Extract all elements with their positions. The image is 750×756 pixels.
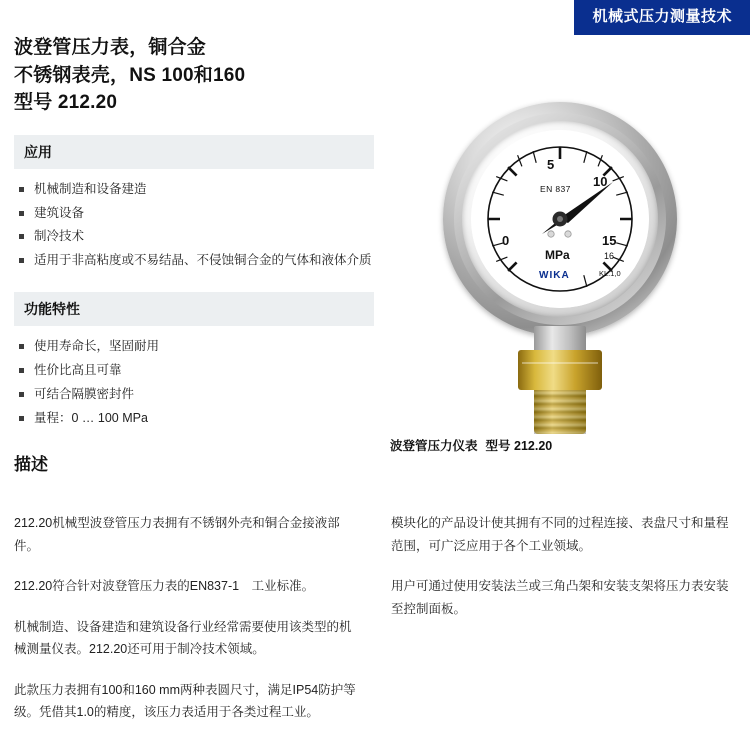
paragraph: 此款压力表拥有100和160 mm两种表圆尺寸，满足IP54防护等级。凭借其1.0的精度，该压力表适用于各类过程工业。	[14, 682, 356, 719]
description-column-right	[391, 512, 736, 742]
caption-product-model: 型号 212.20	[485, 439, 553, 453]
paragraph: 212.20机械型波登管压力表拥有不锈钢外壳和铜合金接液部件。	[14, 516, 340, 553]
dial-number-15: 15	[602, 233, 617, 248]
dial-standard-label: EN 837	[540, 184, 571, 194]
list-item: 使用寿命长，坚固耐用	[18, 336, 374, 358]
gauge-dial-face	[471, 130, 649, 308]
dial-unit-label: MPa	[545, 248, 570, 262]
gauge-case	[443, 102, 677, 336]
paragraph: 212.20符合针对波登管压力表的EN837-1 工业标准。	[14, 579, 315, 593]
gauge-case-ring	[454, 113, 666, 325]
dial-number-5: 5	[547, 157, 555, 172]
dial-accuracy-label: KL.1,0	[599, 269, 621, 278]
page-title-line-3: 型号 212.20	[14, 92, 118, 114]
list-item: 量程：0 … 100 MPa	[18, 408, 374, 430]
dial-number-16: 16	[604, 251, 615, 261]
paragraph: 用户可通过使用安装法兰或三角凸架和安装支架将压力表安装至控制面板。	[391, 579, 729, 616]
header-banner	[574, 0, 750, 35]
product-image	[390, 44, 736, 434]
left-column	[14, 34, 374, 489]
list-item: 制冷技术	[18, 226, 374, 248]
list-item: 建筑设备	[18, 203, 374, 225]
gauge-thread-connection	[534, 390, 586, 434]
description-column-left	[14, 512, 359, 742]
page-title-line-2: 不锈钢表壳，NS 100和160	[14, 64, 246, 86]
list-item: 性价比高且可靠	[18, 360, 374, 382]
list-item: 可结合隔膜密封件	[18, 384, 374, 406]
product-image-caption	[390, 436, 736, 454]
paragraph: 模块化的产品设计使其拥有不同的过程连接、表盘尺寸和量程范围，可广泛应用于各个工业领域。	[391, 516, 729, 553]
dial-number-0: 0	[502, 233, 510, 248]
section-heading-features: 功能特性	[14, 292, 374, 326]
page-title	[14, 34, 374, 117]
page-title-line-1: 波登管压力表，铜合金	[14, 37, 207, 58]
description-body	[14, 512, 736, 742]
list-item: 机械制造和设备建造	[18, 179, 374, 201]
list-item: 适用于非高粘度或不易结晶、不侵蚀铜合金的气体和液体介质	[18, 250, 374, 272]
paragraph: 机械制造、设备建造和建筑设备行业经常需要使用该类型的机械测量仪表。212.20还可用于制冷技术领域。	[14, 619, 352, 656]
applications-list	[14, 179, 374, 273]
section-heading-description: 描述	[14, 454, 48, 474]
right-column	[390, 44, 736, 453]
caption-product-name: 波登管压力仪表	[390, 439, 478, 453]
features-list	[14, 336, 374, 430]
section-heading-applications: 应用	[14, 135, 374, 169]
gauge-hex-nut	[518, 350, 602, 390]
dial-number-10: 10	[593, 174, 608, 189]
dial-brand-label: WIKA	[539, 270, 570, 281]
gauge-dial	[471, 130, 649, 308]
header-banner-label: 机械式压力测量技术	[592, 8, 732, 25]
gauge-bezel	[462, 121, 658, 317]
